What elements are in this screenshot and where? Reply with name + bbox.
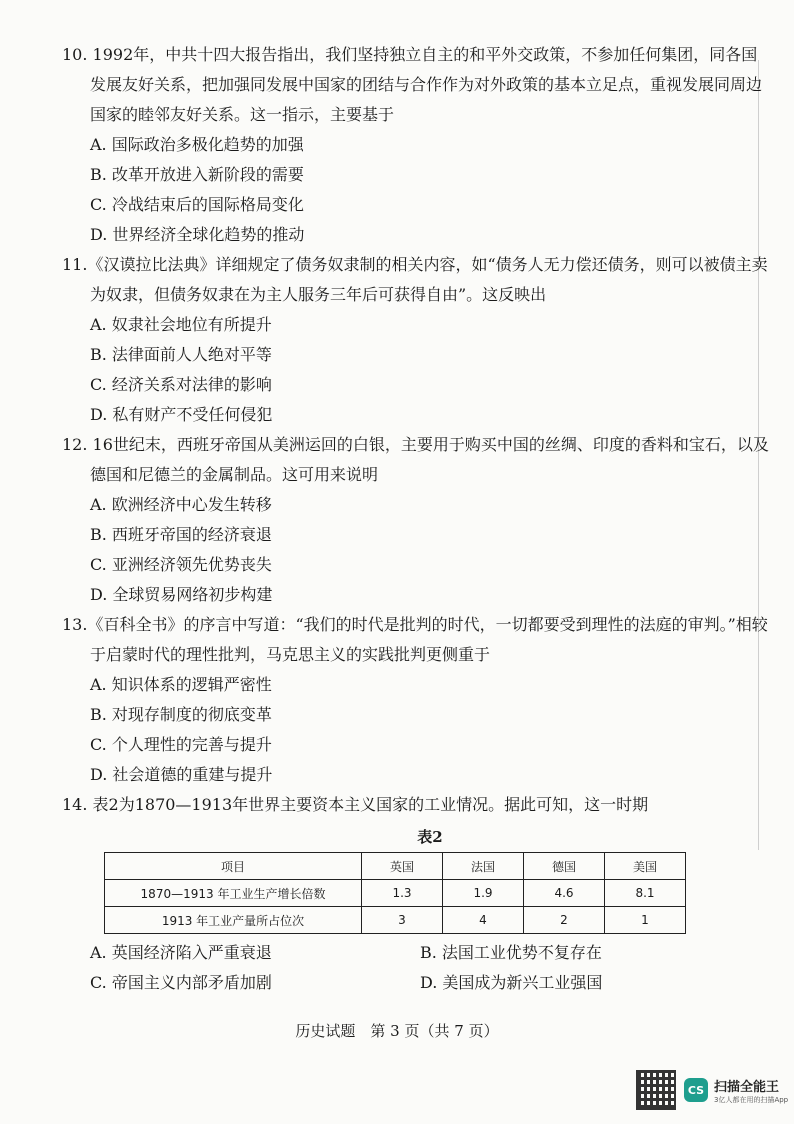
industry-table [104, 852, 686, 934]
table-header-cell: 英国 [362, 853, 443, 880]
option-c: C. 冷战结束后的国际格局变化 [90, 195, 304, 214]
watermark-text [714, 1076, 788, 1105]
option-a: A. 知识体系的逻辑严密性 [90, 675, 272, 694]
question-14 [62, 790, 770, 998]
question-stem: 11.《汉谟拉比法典》详细规定了债务奴隶制的相关内容，如“债务人无力偿还债务，则可以被债主卖为奴隶，但债务奴隶在为主人服务三年后可获得自由”。这反映出 [62, 255, 768, 304]
question-stem: 14. 表2为1870—1913年世界主要资本主义国家的工业情况。据此可知，这一时期 [62, 795, 649, 814]
question-11 [62, 250, 770, 430]
question-13 [62, 610, 770, 790]
option-b: B. 对现存制度的彻底变革 [90, 705, 272, 724]
table-cell: 1.3 [362, 880, 443, 907]
option-c: C. 亚洲经济领先优势丧失 [90, 555, 272, 574]
option-d: D. 私有财产不受任何侵犯 [90, 405, 273, 424]
option-a: A. 英国经济陷入严重衰退 [90, 943, 272, 962]
question-list [62, 40, 770, 998]
watermark-subtitle: 3亿人都在用的扫描App [714, 1095, 789, 1104]
option-d: D. 美国成为新兴工业强国 [420, 973, 603, 992]
scanner-watermark [636, 1070, 788, 1110]
watermark-name: 扫描全能王 [714, 1079, 780, 1095]
table-header-cell: 法国 [443, 853, 524, 880]
option-b: B. 西班牙帝国的经济衰退 [90, 525, 272, 544]
question-stem: 13.《百科全书》的序言中写道：“我们的时代是批判的时代，一切都要受到理性的法庭的审判。”相较于启蒙时代的理性批判，马克思主义的实践批判更侧重于 [62, 615, 768, 664]
option-d: D. 社会道德的重建与提升 [90, 765, 273, 784]
option-c: C. 经济关系对法律的影响 [90, 375, 272, 394]
option-d: D. 全球贸易网络初步构建 [90, 585, 273, 604]
options-grid [90, 938, 770, 998]
table-cell: 1870—1913 年工业生产增长倍数 [105, 880, 362, 907]
option-a: A. 欧洲经济中心发生转移 [90, 495, 272, 514]
table-cell: 2 [524, 907, 605, 934]
table-row [105, 907, 686, 934]
option-c: C. 个人理性的完善与提升 [90, 735, 272, 754]
table-title: 表2 [417, 828, 443, 846]
table-cell: 3 [362, 907, 443, 934]
option-b: B. 法国工业优势不复存在 [420, 943, 602, 962]
table-header-cell: 美国 [605, 853, 686, 880]
table-cell: 8.1 [605, 880, 686, 907]
question-12 [62, 430, 770, 610]
option-c: C. 帝国主义内部矛盾加剧 [90, 973, 272, 992]
camscanner-logo-icon: CS [684, 1078, 708, 1102]
qr-code-icon [636, 1070, 676, 1110]
table-cell: 1913 年工业产量所占位次 [105, 907, 362, 934]
option-a: A. 奴隶社会地位有所提升 [90, 315, 272, 334]
option-d: D. 世界经济全球化趋势的推动 [90, 225, 305, 244]
table-cell: 1.9 [443, 880, 524, 907]
question-stem: 12. 16世纪末，西班牙帝国从美洲运回的白银，主要用于购买中国的丝绸、印度的香料和宝石，以及德国和尼德兰的金属制品。这可用来说明 [62, 435, 769, 484]
table-header-cell: 项目 [105, 853, 362, 880]
table-cell: 4.6 [524, 880, 605, 907]
question-stem: 10. 1992年，中共十四大报告指出，我们坚持独立自主的和平外交政策，不参加任何集团，同各国发展友好关系，把加强同发展中国家的团结与合作作为对外政策的基本立足点，重视发展同周边国家的睦邻友好关系。这一指示，主要基于 [62, 45, 763, 124]
option-b: B. 改革开放进入新阶段的需要 [90, 165, 304, 184]
question-10 [62, 40, 770, 250]
table-header-row [105, 853, 686, 880]
table-header-cell: 德国 [524, 853, 605, 880]
option-a: A. 国际政治多极化趋势的加强 [90, 135, 304, 154]
table-cell: 1 [605, 907, 686, 934]
table-cell: 4 [443, 907, 524, 934]
page-footer: 历史试题 第 3 页（共 7 页） [295, 1022, 499, 1040]
option-b: B. 法律面前人人绝对平等 [90, 345, 272, 364]
table-row [105, 880, 686, 907]
